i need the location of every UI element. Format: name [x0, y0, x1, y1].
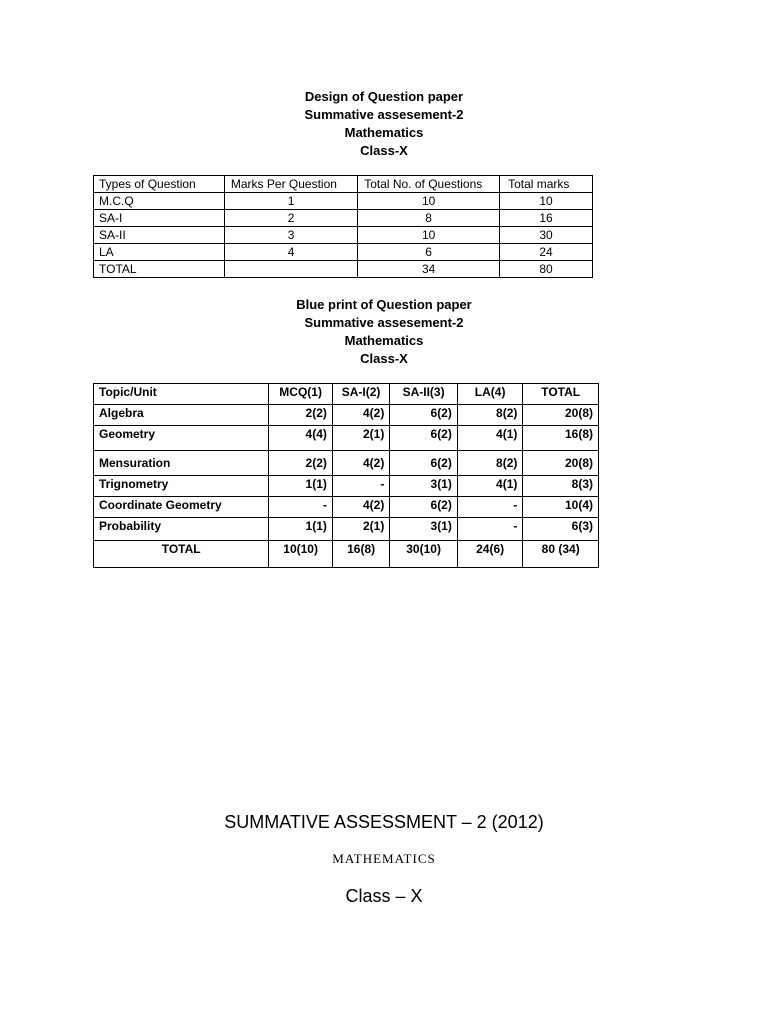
blueprint-header-total: TOTAL — [523, 384, 599, 405]
table-cell: TOTAL — [94, 541, 269, 568]
table-cell: LA — [94, 244, 225, 261]
table-cell: - — [457, 518, 523, 541]
table-row — [94, 210, 593, 227]
table-cell: 10(4) — [523, 497, 599, 518]
design-table-header-row — [94, 176, 593, 193]
table-cell: 8(3) — [523, 476, 599, 497]
table-cell: 16(8) — [523, 426, 599, 451]
design-heading-line-1: Design of Question paper — [304, 89, 464, 104]
table-cell: 3(1) — [390, 476, 458, 497]
table-cell: - — [457, 497, 523, 518]
blueprint-heading-line-4: Class-X — [360, 351, 408, 366]
table-cell: 1 — [224, 193, 357, 210]
blueprint-table — [93, 383, 599, 568]
design-table — [93, 175, 593, 278]
table-cell: Mensuration — [94, 451, 269, 476]
design-heading — [0, 88, 768, 160]
table-cell: 24(6) — [457, 541, 523, 568]
blueprint-heading-line-2: Summative assesement-2 — [304, 315, 464, 330]
table-cell: 6(3) — [523, 518, 599, 541]
table-cell: 2(1) — [332, 518, 389, 541]
table-cell: 10 — [500, 193, 593, 210]
table-cell: - — [269, 497, 333, 518]
table-cell: Coordinate Geometry — [94, 497, 269, 518]
design-header-type: Types of Question — [94, 176, 225, 193]
design-heading-line-2: Summative assesement-2 — [304, 107, 464, 122]
design-heading-line-4: Class-X — [360, 143, 408, 158]
table-cell: 20(8) — [523, 405, 599, 426]
table-cell: Probability — [94, 518, 269, 541]
blueprint-table-header-row — [94, 384, 599, 405]
blueprint-header-mcq: MCQ(1) — [269, 384, 333, 405]
table-cell: M.C.Q — [94, 193, 225, 210]
blueprint-heading — [0, 296, 768, 368]
table-cell: 6(2) — [390, 426, 458, 451]
table-cell: 16(8) — [332, 541, 389, 568]
table-row — [94, 518, 599, 541]
table-cell: 6(2) — [390, 451, 458, 476]
table-row — [94, 451, 599, 476]
table-cell: 2 — [224, 210, 357, 227]
table-row — [94, 193, 593, 210]
table-cell: 80 — [500, 261, 593, 278]
table-row-total — [94, 541, 599, 568]
table-cell: 1(1) — [269, 476, 333, 497]
table-row — [94, 476, 599, 497]
table-cell: Geometry — [94, 426, 269, 451]
table-cell: 2(1) — [332, 426, 389, 451]
blueprint-heading-line-3: Mathematics — [344, 333, 424, 348]
table-cell: 4(1) — [457, 426, 523, 451]
blueprint-header-topic: Topic/Unit — [94, 384, 269, 405]
table-cell: 30 — [500, 227, 593, 244]
table-cell: 30(10) — [390, 541, 458, 568]
design-header-marks-per-question: Marks Per Question — [224, 176, 357, 193]
table-cell: 4 — [224, 244, 357, 261]
blueprint-header-sa1: SA-I(2) — [332, 384, 389, 405]
table-cell: 8(2) — [457, 451, 523, 476]
design-header-total-questions: Total No. of Questions — [358, 176, 500, 193]
assessment-title: SUMMATIVE ASSESSMENT – 2 (2012) — [224, 812, 544, 832]
design-header-total-marks: Total marks — [500, 176, 593, 193]
table-cell: 4(2) — [332, 497, 389, 518]
table-row — [94, 244, 593, 261]
table-cell: 80 (34) — [523, 541, 599, 568]
table-cell: 6(2) — [390, 497, 458, 518]
table-cell: 2(2) — [269, 405, 333, 426]
table-cell: 8(2) — [457, 405, 523, 426]
table-cell: 3 — [224, 227, 357, 244]
table-row-total — [94, 261, 593, 278]
table-cell: 4(4) — [269, 426, 333, 451]
table-cell: - — [332, 476, 389, 497]
table-cell: 10 — [358, 193, 500, 210]
table-cell: Algebra — [94, 405, 269, 426]
table-cell: 10 — [358, 227, 500, 244]
table-row — [94, 426, 599, 451]
table-row — [94, 497, 599, 518]
table-row — [94, 405, 599, 426]
table-cell: SA-I — [94, 210, 225, 227]
table-cell: 34 — [358, 261, 500, 278]
table-cell: TOTAL — [94, 261, 225, 278]
table-cell: 4(2) — [332, 405, 389, 426]
assessment-class: Class – X — [345, 886, 423, 906]
table-cell: 24 — [500, 244, 593, 261]
table-cell: 6(2) — [390, 405, 458, 426]
table-cell: 2(2) — [269, 451, 333, 476]
table-cell — [224, 261, 357, 278]
blueprint-heading-line-1: Blue print of Question paper — [296, 297, 472, 312]
table-cell: 8 — [358, 210, 500, 227]
table-row — [94, 227, 593, 244]
blueprint-header-sa2: SA-II(3) — [390, 384, 458, 405]
design-heading-line-3: Mathematics — [344, 125, 424, 140]
table-cell: 4(2) — [332, 451, 389, 476]
table-cell: 1(1) — [269, 518, 333, 541]
table-cell: 20(8) — [523, 451, 599, 476]
table-cell: 3(1) — [390, 518, 458, 541]
blueprint-header-la: LA(4) — [457, 384, 523, 405]
table-cell: SA-II — [94, 227, 225, 244]
table-cell: Trignometry — [94, 476, 269, 497]
table-cell: 10(10) — [269, 541, 333, 568]
assessment-subject: MATHEMATICS — [332, 851, 436, 866]
table-cell: 4(1) — [457, 476, 523, 497]
table-cell: 6 — [358, 244, 500, 261]
table-cell: 16 — [500, 210, 593, 227]
